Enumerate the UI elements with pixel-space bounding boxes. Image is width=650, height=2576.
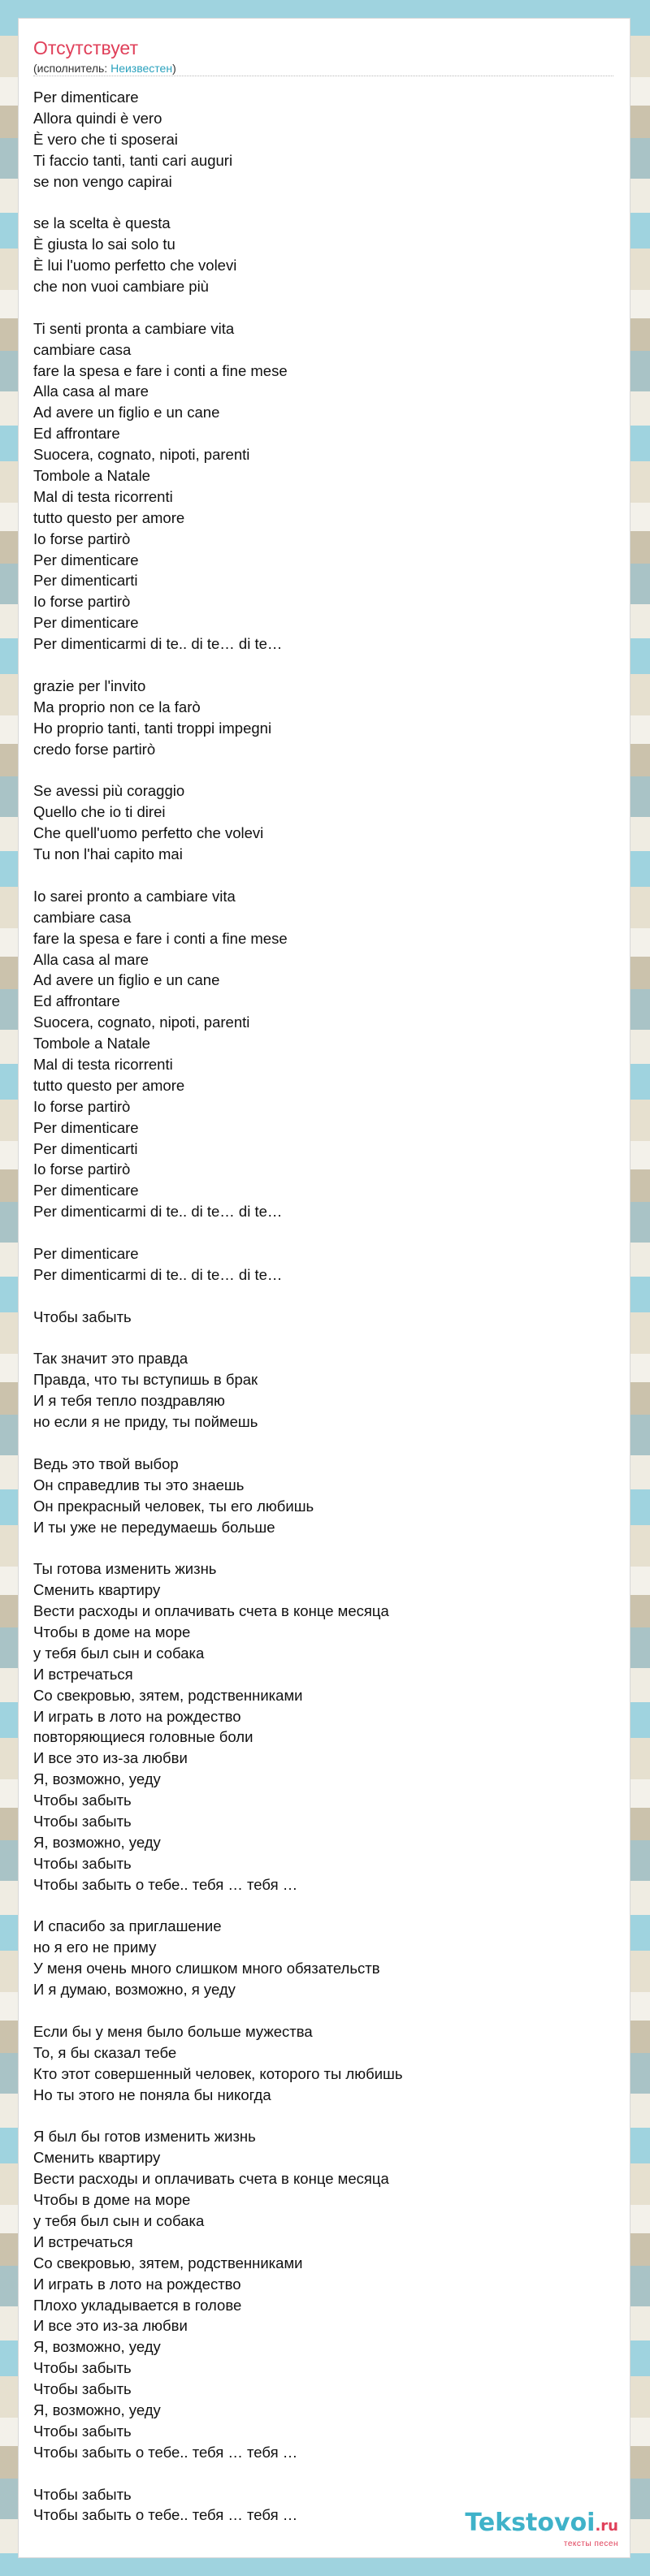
lyric-line: И встречаться [33, 2232, 133, 2250]
lyric-line: Per dimenticare [33, 551, 139, 568]
lyric-line: Tombole a Natale [33, 1035, 150, 1052]
lyric-line: grazie per l'invito [33, 676, 146, 694]
logo-tagline: тексты песен [563, 2539, 618, 2548]
stanza-gap [33, 1222, 610, 1243]
lyric-line: Mal di testa ricorrenti [33, 1055, 173, 1073]
lyric-line: Плохо укладывается в голове [33, 2296, 242, 2314]
lyric-line: но я его не приму [33, 1938, 157, 1956]
logo-name: Tekstovoi [465, 2509, 596, 2537]
stanza-gap [33, 192, 610, 213]
lyric-line: Он справедлив ты это знаешь [33, 1476, 245, 1493]
stanza-gap [33, 655, 610, 676]
lyric-line: И встречаться [33, 1665, 133, 1683]
lyric-line: Чтобы забыть о тебе.. тебя … тебя … [33, 1875, 298, 1893]
lyric-line: Чтобы забыть о тебе.. тебя … тебя … [33, 2506, 298, 2524]
logo-tld: .ru [595, 2518, 618, 2535]
lyric-line: Ведь это твой выбор [33, 1454, 179, 1472]
lyric-line: cambiare casa [33, 340, 132, 358]
lyric-line: Per dimenticarti [33, 572, 138, 590]
stanza-gap [33, 1328, 610, 1349]
lyric-line: Io forse partirò [33, 1097, 131, 1115]
lyric-line: Чтобы забыть [33, 2422, 132, 2440]
lyric-line: И все это из-за любви [33, 1749, 188, 1767]
lyric-line: se la scelta è questa [33, 214, 171, 232]
lyric-line: Ты готова изменить жизнь [33, 1560, 217, 1578]
lyric-line: Чтобы забыть [33, 1307, 132, 1325]
lyric-line: Вести расходы и оплачивать счета в конце месяца [33, 2170, 389, 2188]
lyric-line: Чтобы забыть [33, 2380, 132, 2398]
artist-prefix: (исполнитель: [33, 62, 111, 75]
lyric-line: Сменить квартиру [33, 2149, 161, 2167]
lyric-line: Я, возможно, уеду [33, 2401, 161, 2418]
artist-link[interactable]: Неизвестен [110, 62, 173, 75]
lyric-line: Чтобы забыть [33, 1792, 132, 1809]
lyric-line: È giusta lo sai solo tu [33, 236, 176, 253]
lyric-line: Che quell'uomo perfetto che volevi [33, 824, 264, 842]
lyric-line: Ad avere un figlio e un cane [33, 404, 220, 421]
lyric-line: Io forse partirò [33, 593, 131, 611]
lyric-line: Io forse partirò [33, 529, 131, 547]
lyric-line: Per dimenticare [33, 1182, 139, 1199]
lyric-line: Alla casa al mare [33, 383, 149, 400]
lyric-line: Кто этот совершенный человек, которого ты любишь [33, 2064, 403, 2082]
lyrics-card [18, 18, 630, 2558]
lyric-line: И я тебя тепло поздравляю [33, 1392, 225, 1410]
lyric-line: Tombole a Natale [33, 467, 150, 485]
lyric-line: И все это из-за любви [33, 2317, 188, 2335]
lyric-line: Ad avere un figlio e un cane [33, 971, 220, 989]
stanza-gap [33, 1433, 610, 1454]
lyric-line: И играть в лото на рождество [33, 1707, 241, 1725]
lyric-line: И ты уже не передумаешь больше [33, 1518, 275, 1536]
lyric-line: И я думаю, возможно, я уеду [33, 1981, 236, 1999]
lyric-line: Ma proprio non ce la farò [33, 698, 201, 715]
lyric-line: Со свекровью, зятем, родственниками [33, 1686, 303, 1704]
lyric-line: Allora quindi è vero [33, 109, 162, 127]
lyric-line: у тебя был сын и собака [33, 2211, 205, 2229]
lyric-line: È vero che ti sposerai [33, 130, 178, 148]
lyric-line: tutto questo per amore [33, 1076, 185, 1094]
stanza-gap [33, 297, 610, 318]
artist-line [33, 61, 176, 76]
lyric-line: Per dimenticarmi di te.. di te… di te… [33, 1203, 283, 1221]
lyric-line: Per dimenticare [33, 614, 139, 632]
lyric-line: Per dimenticarmi di te.. di te… di te… [33, 635, 283, 653]
lyric-line: И спасибо за приглашение [33, 1917, 222, 1935]
lyric-line: È lui l'uomo perfetto che volevi [33, 257, 237, 274]
lyric-line: Я был бы готов изменить жизнь [33, 2128, 256, 2146]
lyric-line: Я, возможно, уеду [33, 2338, 161, 2356]
lyric-line: Чтобы забыть [33, 1813, 132, 1830]
lyric-line: И играть в лото на рождество [33, 2275, 241, 2293]
site-logo[interactable] [465, 2510, 618, 2549]
stanza-gap [33, 2463, 610, 2484]
lyric-line: Ed affrontare [33, 992, 120, 1010]
lyric-line: Quello che io ti direi [33, 803, 166, 821]
lyric-line: но если я не приду, ты поймешь [33, 1413, 258, 1431]
lyric-line: Ti faccio tanti, tanti cari auguri [33, 151, 233, 169]
lyric-line: Tu non l'hai capito mai [33, 845, 183, 863]
lyric-line: Вести расходы и оплачивать счета в конце месяца [33, 1602, 389, 1620]
song-title: Отсутствует [33, 37, 138, 58]
lyric-line: Если бы у меня было больше мужества [33, 2022, 313, 2040]
lyric-line: Со свекровью, зятем, родственниками [33, 2254, 303, 2271]
lyric-line: se non vengo capirai [33, 172, 172, 190]
lyric-line: Чтобы забыть [33, 2359, 132, 2377]
lyric-line: Per dimenticarti [33, 1139, 138, 1157]
stanza-gap [33, 2106, 610, 2127]
lyric-line: Ed affrontare [33, 425, 120, 443]
lyric-line: cambiare casa [33, 908, 132, 926]
lyric-line: Suocera, cognato, nipoti, parenti [33, 1014, 250, 1031]
lyric-line: Чтобы в доме на море [33, 1623, 191, 1641]
lyric-line: у тебя был сын и собака [33, 1644, 205, 1662]
lyric-line: То, я бы сказал тебе [33, 2043, 177, 2061]
lyric-line: fare la spesa e fare i conti a fine mese [33, 361, 288, 379]
lyric-line: tutto questo per amore [33, 508, 185, 526]
lyric-line: Я, возможно, уеду [33, 1833, 161, 1851]
lyric-line: Mal di testa ricorrenti [33, 487, 173, 505]
lyric-line: Suocera, cognato, nipoti, parenti [33, 446, 250, 464]
lyrics-text [33, 87, 610, 2526]
lyric-line: Io sarei pronto a cambiare vita [33, 887, 236, 905]
stanza-gap [33, 1895, 610, 1917]
lyric-line: У меня очень много слишком много обязательств [33, 1960, 380, 1977]
lyric-line: Per dimenticare [33, 89, 139, 106]
lyric-line: Я, возможно, уеду [33, 1770, 161, 1788]
lyric-line: Правда, что ты вступишь в брак [33, 1371, 258, 1389]
lyric-line: Alla casa al mare [33, 950, 149, 968]
stanza-gap [33, 1537, 610, 1558]
lyric-line: повторяющиеся головные боли [33, 1728, 254, 1746]
stanza-gap [33, 865, 610, 886]
lyric-line: credo forse partirò [33, 740, 156, 758]
lyric-line: che non vuoi cambiare più [33, 278, 209, 296]
lyric-line: Чтобы забыть о тебе.. тебя … тебя … [33, 2443, 298, 2461]
lyric-line: Ho proprio tanti, tanti troppi impegni [33, 719, 272, 737]
lyric-line: Per dimenticarmi di te.. di te… di te… [33, 1265, 283, 1283]
lyric-line: Он прекрасный человек, ты его любишь [33, 1497, 314, 1515]
lyric-line: Per dimenticare [33, 1244, 139, 1262]
lyric-line: Чтобы забыть [33, 2485, 132, 2503]
stanza-gap [33, 1286, 610, 1307]
lyric-line: Сменить квартиру [33, 1581, 161, 1599]
lyric-line: Io forse partirò [33, 1160, 131, 1178]
artist-suffix: ) [172, 62, 176, 75]
lyric-line: Se avessi più coraggio [33, 782, 185, 800]
lyric-line: Ti senti pronta a cambiare vita [33, 319, 235, 337]
lyric-line: Чтобы забыть [33, 1854, 132, 1872]
lyric-line: Но ты этого не поняла бы никогда [33, 2085, 271, 2103]
lyric-line: fare la spesa e fare i conti a fine mese [33, 929, 288, 947]
lyric-line: Чтобы в доме на море [33, 2191, 191, 2209]
stanza-gap [33, 760, 610, 781]
stanza-gap [33, 2000, 610, 2021]
lyric-line: Так значит это правда [33, 1350, 188, 1368]
lyric-line: Per dimenticare [33, 1118, 139, 1136]
